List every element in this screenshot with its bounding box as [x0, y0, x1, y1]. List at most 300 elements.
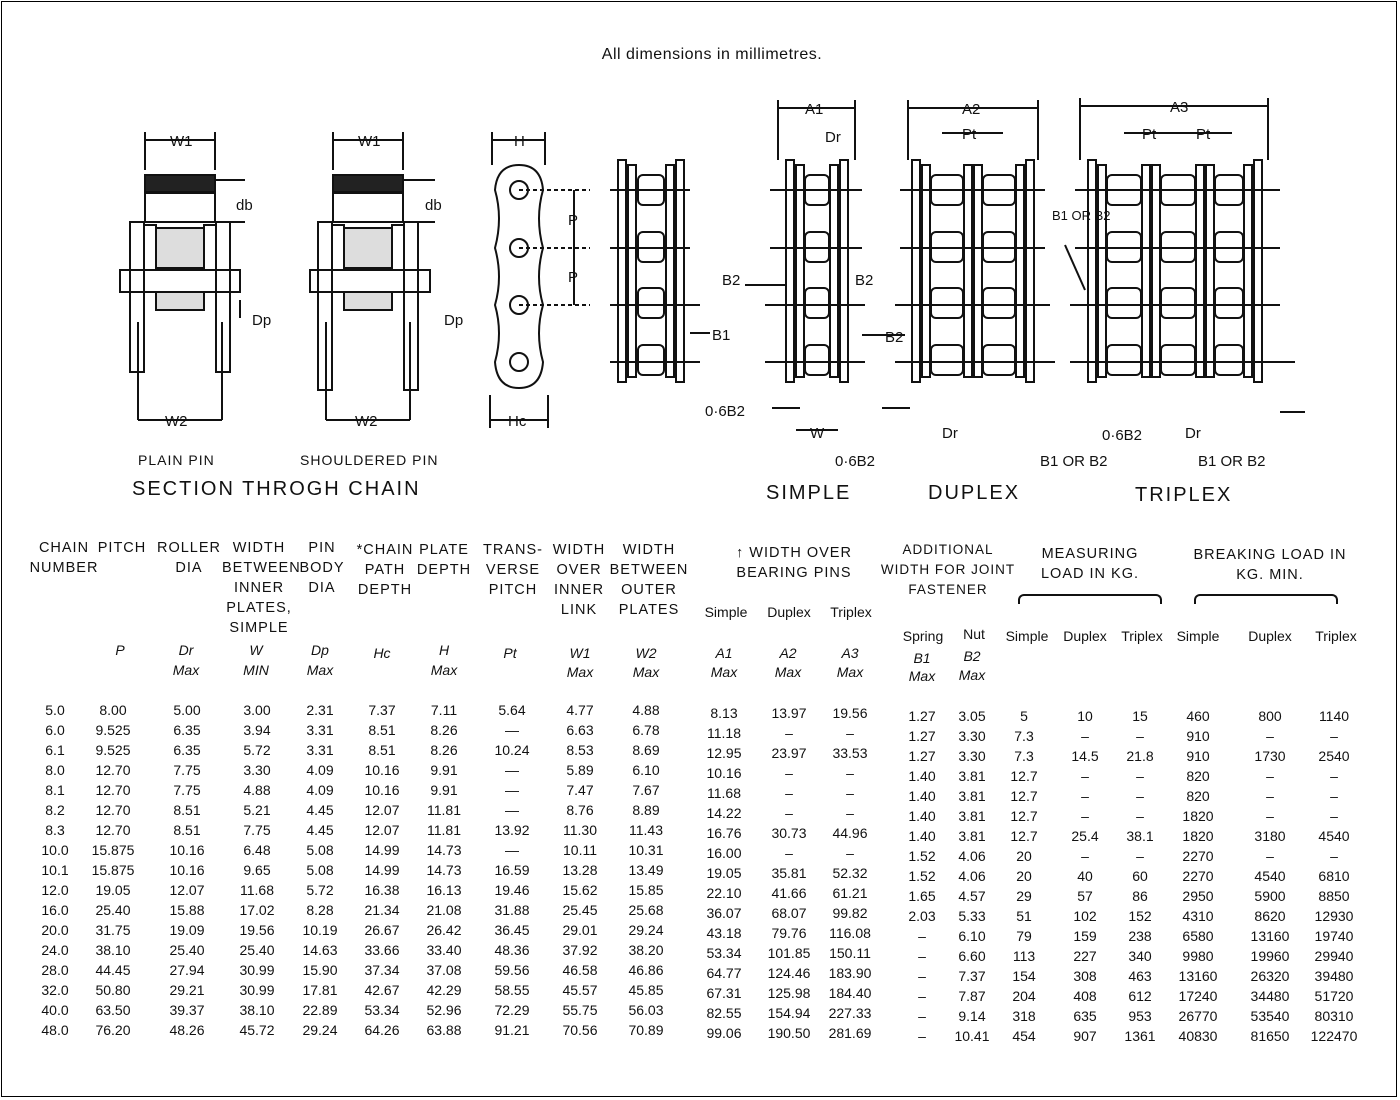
cell-spring: 1.52	[908, 868, 936, 884]
sym-w2: W2	[635, 645, 657, 661]
cell-width-between-outer: 8.69	[632, 742, 660, 758]
cell-breaking-simple: 910	[1186, 728, 1210, 744]
cell-pin-body: 22.89	[302, 1002, 338, 1018]
cell-pin-body: 29.24	[302, 1022, 338, 1038]
cell-spring: 2.03	[908, 908, 936, 924]
cell-chain-path: 21.34	[364, 902, 400, 918]
cell-plate-depth: 11.81	[427, 822, 461, 838]
cell-measuring-duplex: 57	[1077, 888, 1093, 904]
cell-bearing-duplex: 124.46	[767, 965, 811, 981]
cell-pitch: 38.10	[95, 942, 131, 958]
cell-bearing-simple: 67.31	[706, 985, 742, 1001]
caption-simple: SIMPLE	[766, 482, 852, 504]
brace-measuring	[1018, 594, 1162, 604]
table-row	[0, 1000, 1400, 1024]
cell-width-between-outer: 4.88	[632, 702, 660, 718]
cell-chain-number: 10.0	[41, 842, 69, 858]
sym-pt: Pt	[503, 645, 517, 661]
cell-chain-path: 14.99	[364, 862, 400, 878]
hdr-width-between-outer: WIDTH BETWEEN OUTER PLATES	[609, 542, 689, 618]
cell-plate-depth: 14.73	[426, 842, 462, 858]
cell-bearing-triplex: 227.33	[828, 1005, 872, 1021]
cell-roller-dia: 7.75	[173, 762, 201, 778]
brace-breaking	[1194, 594, 1338, 604]
cell-pitch: 25.40	[95, 902, 131, 918]
cell-plate-depth: 14.73	[426, 862, 462, 878]
cell-spring: –	[918, 928, 926, 944]
cell-width-between-outer: 15.85	[628, 882, 664, 898]
cell-bearing-triplex: 116.08	[829, 925, 871, 941]
sym-h: H	[438, 642, 450, 658]
cell-transverse: 19.46	[494, 882, 530, 898]
cell-bearing-triplex: 184.40	[828, 985, 872, 1001]
cell-bearing-triplex: –	[846, 805, 854, 821]
cell-spring: 1.40	[908, 788, 936, 804]
cell-measuring-simple: 7.3	[1014, 748, 1034, 764]
hdr-width-over-bearing: ↑ WIDTH OVER BEARING PINS	[736, 545, 852, 581]
cell-breaking-triplex: 8850	[1318, 888, 1350, 904]
cell-spring: –	[918, 988, 926, 1004]
cell-roller-dia: 5.00	[173, 702, 201, 718]
cell-spring: 1.27	[908, 708, 936, 724]
cell-roller-dia: 12.07	[169, 882, 205, 898]
sym-a1: A1	[715, 645, 733, 661]
label-w1-plain: W1	[170, 133, 193, 150]
cell-width-inner: 30.99	[239, 962, 275, 978]
cell-breaking-simple: 2270	[1182, 848, 1214, 864]
cell-measuring-simple: 113	[1012, 948, 1036, 964]
cell-pin-body: 4.09	[306, 762, 334, 778]
label-b1orb2-left: B1 OR B2	[1040, 453, 1108, 470]
cell-measuring-triplex: 38.1	[1126, 828, 1154, 844]
cell-pitch: 76.20	[95, 1022, 131, 1038]
cell-nut: 6.60	[958, 948, 986, 964]
duplex-strand	[835, 100, 1055, 470]
hdr-transverse: TRANS- VERSE PITCH	[483, 542, 543, 598]
cell-width-between-outer: 10.31	[628, 842, 664, 858]
cell-width-over-inner: 6.63	[566, 722, 594, 738]
cell-breaking-simple: 17240	[1178, 988, 1218, 1004]
cell-breaking-duplex: 34480	[1250, 988, 1290, 1004]
cell-chain-path: 42.67	[364, 982, 400, 998]
cell-measuring-simple: 7.3	[1014, 728, 1034, 744]
cell-transverse: 58.55	[494, 982, 530, 998]
cell-pin-body: 17.81	[302, 982, 338, 998]
cell-breaking-triplex: 4540	[1318, 828, 1350, 844]
cell-bearing-duplex: 68.07	[771, 905, 807, 921]
cell-bearing-simple: 82.55	[706, 1005, 742, 1021]
cell-breaking-triplex: 39480	[1314, 968, 1354, 984]
cell-spring: 1.65	[908, 888, 936, 904]
cell-breaking-duplex: –	[1266, 728, 1274, 744]
sym-b1: B1	[913, 650, 931, 666]
sub-spring: Spring	[902, 628, 944, 644]
cell-breaking-simple: 820	[1186, 768, 1210, 784]
cell-breaking-triplex: –	[1330, 768, 1338, 784]
cell-spring: 1.27	[908, 748, 936, 764]
cell-measuring-duplex: –	[1081, 848, 1089, 864]
label-dr-triplex: Dr	[1185, 425, 1201, 442]
plain-pin-section	[120, 132, 271, 430]
cell-pitch: 12.70	[95, 822, 131, 838]
cell-bearing-simple: 10.16	[706, 765, 742, 781]
cell-width-over-inner: 15.62	[562, 882, 598, 898]
cell-bearing-duplex: 101.85	[767, 945, 811, 961]
sym-a1-max: Max	[710, 664, 738, 680]
cell-bearing-triplex: 33.53	[832, 745, 868, 761]
label-dr-simple: Dr	[825, 129, 841, 146]
sub-duplex-b: Duplex	[1248, 628, 1292, 644]
cell-measuring-simple: 12.7	[1010, 768, 1038, 784]
cell-chain-number: 32.0	[41, 982, 69, 998]
cell-roller-dia: 6.35	[173, 742, 201, 758]
sub-triplex-b: Triplex	[1315, 628, 1357, 644]
cell-measuring-simple: 12.7	[1010, 808, 1038, 824]
cell-bearing-duplex: 30.73	[771, 825, 807, 841]
cell-transverse: 59.56	[494, 962, 530, 978]
cell-breaking-duplex: 19960	[1250, 948, 1290, 964]
cell-transverse: 10.24	[494, 742, 530, 758]
cell-width-inner: 17.02	[239, 902, 275, 918]
cell-breaking-triplex: 51720	[1314, 988, 1354, 1004]
cell-nut: 5.33	[958, 908, 986, 924]
cell-width-between-outer: 46.86	[628, 962, 664, 978]
cell-breaking-triplex: 2540	[1318, 748, 1350, 764]
cell-nut: 3.81	[958, 768, 986, 784]
cell-pitch: 15.875	[91, 862, 135, 878]
cell-bearing-simple: 64.77	[706, 965, 742, 981]
cell-measuring-triplex: 86	[1132, 888, 1148, 904]
cell-breaking-duplex: 5900	[1254, 888, 1286, 904]
cell-chain-number: 48.0	[41, 1022, 69, 1038]
cell-measuring-triplex: –	[1136, 788, 1144, 804]
cell-width-inner: 11.68	[240, 882, 274, 898]
cell-bearing-duplex: 13.97	[771, 705, 807, 721]
label-b1orb2-right: B1 OR B2	[1198, 453, 1266, 470]
cell-measuring-triplex: 152	[1128, 908, 1152, 924]
cell-bearing-triplex: 19.56	[832, 705, 868, 721]
cell-bearing-duplex: 35.81	[771, 865, 807, 881]
caption-shouldered-pin: SHOULDERED PIN	[300, 452, 439, 468]
caption-duplex: DUPLEX	[928, 482, 1021, 504]
sym-w1-max: Max	[566, 664, 594, 680]
table-row	[0, 900, 1400, 924]
cell-breaking-duplex: 1730	[1254, 748, 1286, 764]
cell-measuring-simple: 12.7	[1010, 828, 1038, 844]
label-b1-strand: B1	[712, 327, 731, 344]
cell-transverse: 48.36	[494, 942, 530, 958]
cell-width-between-outer: 25.68	[628, 902, 664, 918]
cell-measuring-simple: 20	[1016, 868, 1032, 884]
cell-pin-body: 4.45	[306, 822, 334, 838]
cell-pitch: 19.05	[95, 882, 131, 898]
cell-measuring-simple: 454	[1012, 1028, 1036, 1044]
cell-breaking-simple: 26770	[1178, 1008, 1218, 1024]
label-p-2: P	[568, 269, 579, 286]
cell-bearing-simple: 8.13	[710, 705, 738, 721]
cell-pin-body: 4.09	[306, 782, 334, 798]
cell-transverse: 72.29	[494, 1002, 530, 1018]
cell-measuring-simple: 20	[1016, 848, 1032, 864]
side-plate-view	[490, 132, 590, 430]
cell-roller-dia: 25.40	[169, 942, 205, 958]
sub-duplex-m: Duplex	[1063, 628, 1107, 644]
cell-width-between-outer: 13.49	[628, 862, 664, 878]
cell-measuring-duplex: 408	[1073, 988, 1097, 1004]
cell-spring: 1.52	[908, 848, 936, 864]
cell-nut: 3.30	[958, 748, 986, 764]
cell-width-over-inner: 4.77	[566, 702, 594, 718]
cell-chain-number: 8.1	[45, 782, 65, 798]
cell-spring: 1.40	[908, 808, 936, 824]
cell-width-over-inner: 29.01	[562, 922, 598, 938]
cell-roller-dia: 19.09	[169, 922, 205, 938]
cell-measuring-triplex: 238	[1128, 928, 1152, 944]
cell-breaking-triplex: 19740	[1314, 928, 1354, 944]
cell-breaking-duplex: 81650	[1250, 1028, 1290, 1044]
cell-width-inner: 25.40	[239, 942, 275, 958]
cell-measuring-duplex: 635	[1073, 1008, 1097, 1024]
cell-measuring-duplex: –	[1081, 728, 1089, 744]
cell-nut: 3.81	[958, 788, 986, 804]
sym-dr-max: Max	[172, 662, 200, 678]
cell-bearing-simple: 11.68	[707, 785, 741, 801]
cell-measuring-triplex: 463	[1128, 968, 1152, 984]
cell-measuring-simple: 29	[1016, 888, 1032, 904]
sym-a2: A2	[779, 645, 797, 661]
cell-width-between-outer: 8.89	[632, 802, 660, 818]
cell-breaking-triplex: 12930	[1314, 908, 1354, 924]
label-db-shoulder: db	[425, 197, 442, 214]
cell-nut: 10.41	[954, 1028, 990, 1044]
label-dp-shoulder: Dp	[444, 312, 464, 329]
cell-roller-dia: 29.21	[169, 982, 205, 998]
cell-width-over-inner: 8.53	[566, 742, 594, 758]
cell-measuring-triplex: –	[1136, 768, 1144, 784]
cell-bearing-duplex: –	[785, 845, 793, 861]
cell-chain-number: 10.1	[41, 862, 69, 878]
cell-pin-body: 5.72	[306, 882, 334, 898]
cell-width-over-inner: 37.92	[562, 942, 598, 958]
cell-pin-body: 4.45	[306, 802, 334, 818]
cell-measuring-simple: 79	[1016, 928, 1032, 944]
cell-width-inner: 30.99	[239, 982, 275, 998]
cell-plate-depth: 9.91	[430, 782, 458, 798]
cell-pin-body: 14.63	[302, 942, 338, 958]
sym-w2-max: Max	[632, 664, 660, 680]
cell-plate-depth: 21.08	[426, 902, 462, 918]
sym-w-min: MIN	[243, 662, 269, 678]
cell-breaking-simple: 460	[1186, 708, 1210, 724]
table-row	[0, 760, 1400, 784]
cell-chain-number: 8.0	[45, 762, 65, 778]
cell-nut: 6.10	[958, 928, 986, 944]
cell-pitch: 12.70	[95, 802, 131, 818]
cell-pin-body: 3.31	[306, 742, 334, 758]
cell-nut: 4.06	[958, 848, 986, 864]
cell-nut: 4.06	[958, 868, 986, 884]
cell-measuring-triplex: 612	[1128, 988, 1152, 1004]
label-db-plain: db	[236, 197, 253, 214]
cell-chain-path: 10.16	[364, 782, 400, 798]
cell-pitch: 44.45	[95, 962, 131, 978]
cell-breaking-duplex: 800	[1258, 708, 1282, 724]
cell-nut: 9.14	[958, 1008, 986, 1024]
cell-bearing-simple: 14.22	[706, 805, 742, 821]
cell-chain-path: 37.34	[364, 962, 400, 978]
cell-bearing-simple: 16.76	[706, 825, 742, 841]
cell-bearing-simple: 99.06	[706, 1025, 742, 1041]
sub-duplex-a: Duplex	[767, 604, 811, 620]
cell-measuring-duplex: –	[1081, 768, 1089, 784]
sym-hc: Hc	[373, 645, 391, 661]
label-pt-triplex-1: Pt	[1142, 126, 1157, 143]
cell-chain-number: 5.0	[45, 702, 65, 718]
cell-measuring-triplex: 1361	[1124, 1028, 1156, 1044]
cell-chain-path: 26.67	[364, 922, 400, 938]
cell-nut: 3.30	[958, 728, 986, 744]
cell-chain-path: 12.07	[364, 802, 400, 818]
cell-bearing-duplex: –	[785, 765, 793, 781]
cell-breaking-duplex: 13160	[1250, 928, 1290, 944]
cell-width-over-inner: 46.58	[562, 962, 598, 978]
label-a1: A1	[805, 101, 824, 118]
cell-nut: 7.87	[958, 988, 986, 1004]
sym-b2-max: Max	[958, 667, 986, 683]
cell-breaking-duplex: 8620	[1254, 908, 1286, 924]
cell-chain-path: 14.99	[364, 842, 400, 858]
cell-width-between-outer: 6.78	[632, 722, 660, 738]
table-row	[0, 1020, 1400, 1044]
cell-spring: 1.40	[908, 768, 936, 784]
cell-chain-path: 8.51	[368, 742, 396, 758]
cell-measuring-duplex: 159	[1073, 928, 1097, 944]
hdr-width-over-inner: WIDTH OVER INNER LINK	[552, 542, 606, 618]
cell-measuring-duplex: 40	[1077, 868, 1093, 884]
cell-nut: 3.81	[958, 808, 986, 824]
cell-measuring-simple: 51	[1016, 908, 1032, 924]
cell-width-between-outer: 56.03	[628, 1002, 664, 1018]
cell-bearing-simple: 36.07	[706, 905, 742, 921]
cell-bearing-triplex: 99.82	[832, 905, 868, 921]
label-06b2-simple: 0·6B2	[705, 403, 746, 420]
chain-diagrams	[0, 0, 1400, 520]
cell-plate-depth: 42.29	[426, 982, 462, 998]
cell-breaking-triplex: 122470	[1310, 1028, 1358, 1044]
sub-triplex-m: Triplex	[1121, 628, 1163, 644]
cell-plate-depth: 63.88	[426, 1022, 462, 1038]
cell-plate-depth: 9.91	[430, 762, 458, 778]
label-a2: A2	[962, 101, 981, 118]
caption-plain-pin: PLAIN PIN	[138, 452, 215, 468]
cell-roller-dia: 15.88	[169, 902, 205, 918]
cell-pitch: 31.75	[95, 922, 131, 938]
hdr-additional-width: ADDITIONAL WIDTH FOR JOINT FASTENER	[880, 542, 1016, 597]
table-row	[0, 980, 1400, 1004]
cell-nut: 3.81	[958, 828, 986, 844]
label-h: H	[514, 133, 525, 150]
cell-width-inner: 45.72	[239, 1022, 275, 1038]
cell-bearing-duplex: –	[785, 785, 793, 801]
cell-plate-depth: 33.40	[426, 942, 462, 958]
cell-roller-dia: 8.51	[173, 802, 201, 818]
cell-width-over-inner: 10.11	[563, 842, 597, 858]
table-row	[0, 780, 1400, 804]
sym-dp: Dp	[311, 642, 329, 658]
cell-breaking-duplex: –	[1266, 808, 1274, 824]
label-06b2-triplex: 0·6B2	[1102, 427, 1143, 444]
cell-width-over-inner: 8.76	[566, 802, 594, 818]
cell-transverse: —	[505, 782, 519, 798]
cell-bearing-triplex: 281.69	[828, 1025, 872, 1041]
cell-chain-number: 6.1	[45, 742, 65, 758]
cell-breaking-simple: 4310	[1182, 908, 1214, 924]
cell-measuring-duplex: 227	[1073, 948, 1097, 964]
cell-measuring-triplex: 21.8	[1126, 748, 1154, 764]
triplex-strand	[1040, 98, 1305, 470]
cell-bearing-simple: 43.18	[706, 925, 742, 941]
cell-chain-path: 8.51	[368, 722, 396, 738]
hdr-pitch: PITCH	[97, 540, 147, 556]
cell-bearing-duplex: –	[785, 725, 793, 741]
sym-w: W	[249, 642, 263, 658]
cell-breaking-triplex: –	[1330, 808, 1338, 824]
cell-breaking-duplex: 4540	[1254, 868, 1286, 884]
caption-triplex: TRIPLEX	[1135, 484, 1233, 506]
sub-triplex-a: Triplex	[830, 604, 872, 620]
cell-chain-number: 8.3	[45, 822, 65, 838]
cell-chain-path: 33.66	[364, 942, 400, 958]
cell-bearing-duplex: 23.97	[771, 745, 807, 761]
cell-width-inner: 9.65	[243, 862, 271, 878]
cell-bearing-triplex: –	[846, 845, 854, 861]
table-row	[0, 920, 1400, 944]
cell-chain-number: 16.0	[41, 902, 69, 918]
label-hc: Hc	[508, 413, 527, 430]
cell-measuring-duplex: 308	[1073, 968, 1097, 984]
sym-b2: B2	[963, 648, 981, 664]
cell-chain-path: 16.38	[364, 882, 400, 898]
sym-a2-max: Max	[774, 664, 802, 680]
cell-width-over-inner: 55.75	[562, 1002, 598, 1018]
cell-width-over-inner: 13.28	[562, 862, 598, 878]
cell-width-between-outer: 45.85	[628, 982, 664, 998]
cell-measuring-triplex: –	[1136, 808, 1144, 824]
cell-bearing-triplex: 150.11	[829, 945, 871, 961]
cell-breaking-duplex: –	[1266, 788, 1274, 804]
label-b1-or-b2-stack: B1 OR B2	[1052, 208, 1111, 223]
cell-width-inner: 5.21	[243, 802, 271, 818]
cell-bearing-triplex: –	[846, 785, 854, 801]
sym-dp-max: Max	[306, 662, 334, 678]
cell-chain-path: 7.37	[368, 702, 396, 718]
cell-width-between-outer: 70.89	[628, 1022, 664, 1038]
label-w1-shoulder: W1	[358, 133, 381, 150]
cell-breaking-triplex: –	[1330, 788, 1338, 804]
cell-bearing-duplex: 190.50	[767, 1025, 811, 1041]
cell-width-between-outer: 29.24	[628, 922, 664, 938]
cell-measuring-simple: 204	[1012, 988, 1036, 1004]
cell-transverse: 16.59	[494, 862, 530, 878]
cell-bearing-duplex: 125.98	[767, 985, 811, 1001]
cell-pin-body: 2.31	[306, 702, 334, 718]
cell-bearing-simple: 12.95	[706, 745, 742, 761]
cell-measuring-triplex: –	[1136, 848, 1144, 864]
cell-transverse: —	[505, 722, 519, 738]
sym-p: P	[115, 642, 125, 658]
cell-measuring-duplex: 25.4	[1071, 828, 1099, 844]
cell-breaking-triplex: –	[1330, 728, 1338, 744]
